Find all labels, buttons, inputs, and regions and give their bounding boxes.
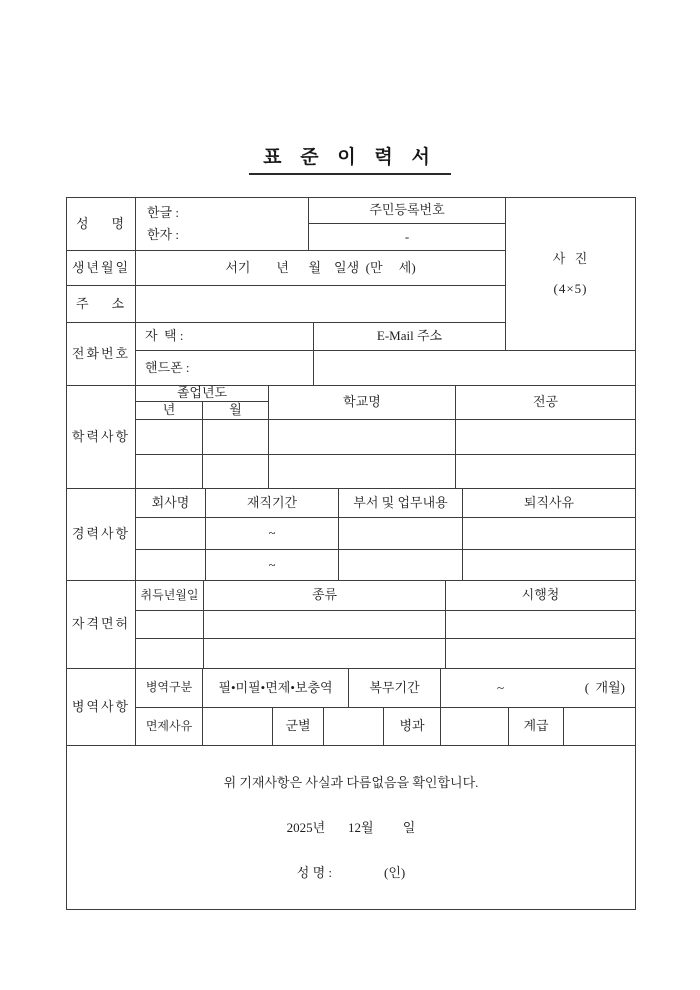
education-label-cell: 학력사항: [67, 386, 136, 489]
education-row1-year-cell: [136, 420, 203, 455]
career-row2-period-cell: ~: [206, 550, 339, 581]
education-row1-month-cell: [203, 420, 269, 455]
military-rank-value-cell: [564, 708, 635, 746]
education-month-header-cell: 월: [203, 402, 269, 420]
license-row1-agency-cell: [446, 611, 635, 639]
career-row1-dept-cell: [339, 518, 463, 550]
military-exemption-value-cell: [203, 708, 273, 746]
career-dept-header-cell: 부서 및 업무내용: [339, 489, 463, 518]
military-category-options-cell: 필•미필•면제•보충역: [203, 669, 349, 708]
education-row1-school-cell: [269, 420, 456, 455]
address-value-cell: [136, 286, 506, 323]
education-major-header-cell: 전공: [456, 386, 635, 420]
education-year-header-cell: 년: [136, 402, 203, 420]
military-category-header-cell: 병역구분: [136, 669, 203, 708]
name-label-cell: 성 명: [67, 198, 136, 251]
license-agency-header-cell: 시행청: [446, 581, 635, 611]
military-label-cell: 병역사항: [67, 669, 136, 746]
phone-label-cell: 전화번호: [67, 323, 136, 386]
career-period-header-cell: 재직기간: [206, 489, 339, 518]
license-row1-kind-cell: [204, 611, 446, 639]
confirmation-text: 위 기재사항은 사실과 다름없음을 확인합니다.: [223, 775, 479, 790]
education-row2-year-cell: [136, 455, 203, 489]
military-period-tilde: ~: [497, 679, 505, 695]
confirmation-box: [67, 746, 635, 909]
birth-label-cell: 생년월일: [67, 251, 136, 286]
military-specialty-value-cell: [441, 708, 509, 746]
license-row1-date-cell: [136, 611, 204, 639]
photo-label: 사 진: [552, 250, 589, 266]
career-row1-period-cell: ~: [206, 518, 339, 550]
document-title: 표 준 이 력 서: [249, 142, 451, 175]
military-period-months: ( 개월): [584, 679, 625, 695]
name-hanja-label: 한자 :: [147, 226, 179, 242]
document-title-wrap: [0, 142, 700, 175]
education-row2-month-cell: [203, 455, 269, 489]
email-value-cell: [314, 351, 635, 386]
military-period-value-cell: [441, 669, 635, 708]
email-header-cell: E-Mail 주소: [314, 323, 506, 351]
career-row2-reason-cell: [463, 550, 635, 581]
career-row2-company-cell: [136, 550, 206, 581]
military-rank-header-cell: 계급: [509, 708, 564, 746]
rrn-value-cell: -: [309, 224, 506, 251]
address-label-cell: 주 소: [67, 286, 136, 323]
career-label-cell: 경력사항: [67, 489, 136, 581]
rrn-header-cell: 주민등록번호: [309, 198, 506, 224]
education-school-header-cell: 학교명: [269, 386, 456, 420]
birth-value-cell: 서기 년 월 일생 (만 세): [136, 251, 506, 286]
mobile-phone-cell: 핸드폰 :: [136, 351, 314, 386]
education-row2-major-cell: [456, 455, 635, 489]
license-date-header-cell: 취득년월일: [136, 581, 204, 611]
home-phone-cell: 자 택 :: [136, 323, 314, 351]
military-branch-header-cell: 군별: [273, 708, 324, 746]
career-row1-company-cell: [136, 518, 206, 550]
military-branch-value-cell: [324, 708, 384, 746]
license-label-cell: 자격면허: [67, 581, 136, 669]
license-row2-kind-cell: [204, 639, 446, 669]
military-period-header-cell: 복무기간: [349, 669, 441, 708]
career-reason-header-cell: 퇴직사유: [463, 489, 635, 518]
resume-form-table: [66, 197, 636, 910]
education-row2-school-cell: [269, 455, 456, 489]
military-specialty-header-cell: 병과: [384, 708, 441, 746]
education-row1-major-cell: [456, 420, 635, 455]
career-row1-reason-cell: [463, 518, 635, 550]
confirmation-date: 2025년 12월 일: [286, 820, 416, 835]
career-row2-dept-cell: [339, 550, 463, 581]
name-hangul-label: 한글 :: [147, 204, 179, 220]
military-exemption-header-cell: 면제사유: [136, 708, 203, 746]
confirmation-signature: 성 명 : (인): [296, 865, 406, 880]
career-company-header-cell: 회사명: [136, 489, 206, 518]
name-value-cell: [136, 198, 309, 251]
photo-size-label: (4×5): [553, 280, 588, 296]
license-kind-header-cell: 종류: [204, 581, 446, 611]
license-row2-date-cell: [136, 639, 204, 669]
education-gradyear-header-cell: 졸업년도: [136, 386, 269, 402]
photo-cell: [506, 198, 635, 351]
license-row2-agency-cell: [446, 639, 635, 669]
